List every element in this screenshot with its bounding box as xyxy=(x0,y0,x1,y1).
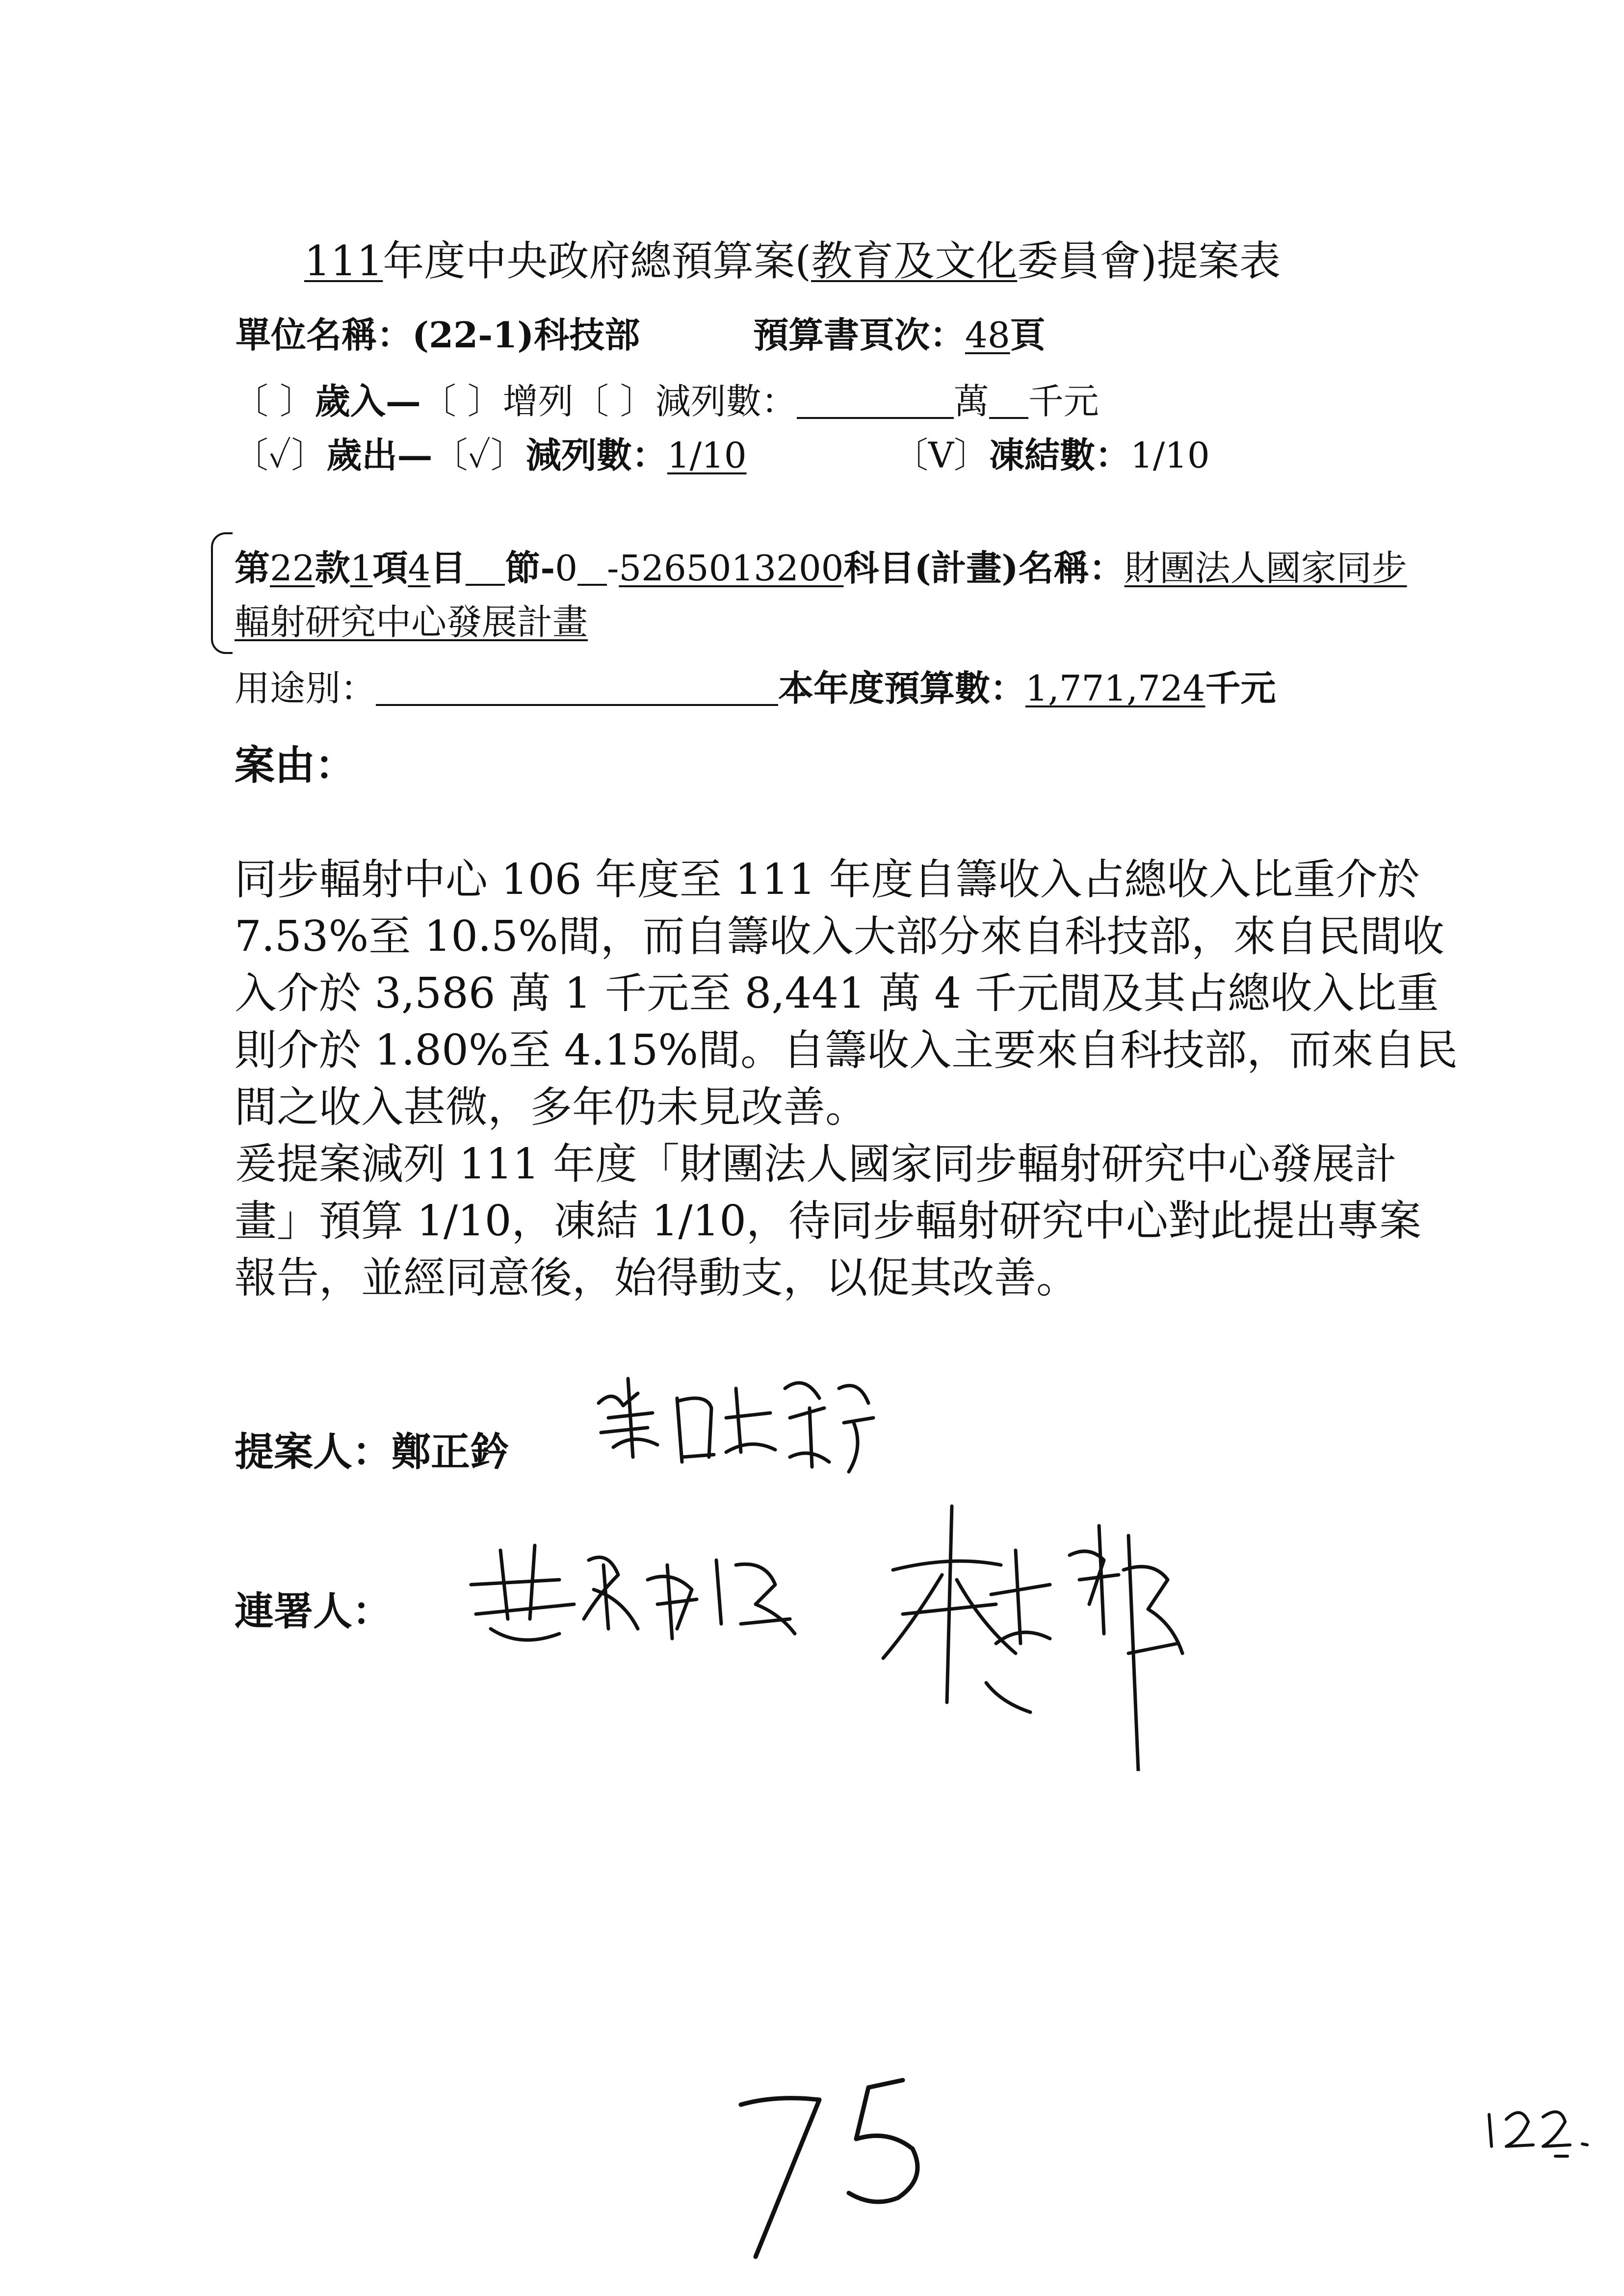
qianyuan-unit: 千元 xyxy=(1028,381,1099,422)
subject-jie-no-blank xyxy=(577,548,607,586)
subject-line-1 xyxy=(235,540,1407,591)
title-year: 111 xyxy=(304,237,383,285)
reason-line: 7.53%至 10.5%間，而自籌收入大部分來自科技部，來自民間收 xyxy=(235,912,1444,961)
wan-unit: 萬 xyxy=(953,381,989,422)
budget-page-suffix: 頁 xyxy=(1010,314,1046,356)
proposer-label: 提案人：鄭正鈐 xyxy=(235,1429,509,1475)
revenue-checkbox[interactable]: 〔 〕 xyxy=(233,381,315,422)
reason-line: 報告，並經同意後，始得動支，以促其改善。 xyxy=(235,1253,1078,1303)
qian-blank xyxy=(989,382,1028,419)
subject-code: 5265013200 xyxy=(619,548,844,589)
subject-jie-no: 0 xyxy=(555,548,578,589)
reason-line: 間之收入甚微，多年仍未見改善。 xyxy=(235,1083,867,1132)
subject-name-label: 科目(計畫)名稱： xyxy=(843,547,1125,589)
subject-name-line2: 輻射研究中心發展計畫 xyxy=(235,601,588,643)
increase-checkbox[interactable]: 〔 〕 xyxy=(420,381,503,422)
title-committee: 教育及文化 xyxy=(811,237,1018,285)
reason-line: 則介於 1.80%至 4.15%間。自籌收入主要來自科技部，而來自民 xyxy=(235,1026,1458,1075)
decrease-checkbox[interactable]: 〔 〕 xyxy=(573,381,655,422)
subject-jie-blank xyxy=(466,548,505,586)
budget-page-label: 預算書頁次： xyxy=(753,314,966,356)
subject-di: 第 xyxy=(235,547,270,589)
subject-mu-no: 4 xyxy=(408,548,431,589)
revenue-label: 歲入— xyxy=(314,380,421,422)
wan-blank xyxy=(797,382,954,419)
subject-line-2 xyxy=(235,594,588,645)
budget-unit: 千元 xyxy=(1205,667,1276,709)
reason-line: 爰提案減列 111 年度「財團法人國家同步輻射研究中心發展計 xyxy=(235,1140,1397,1189)
freeze-checkbox[interactable]: 〔V〕 xyxy=(893,435,989,476)
expense-checkbox[interactable]: 〔✓〕 xyxy=(233,435,327,476)
freeze-label: 凍結數： xyxy=(989,434,1131,476)
proposer-signature xyxy=(579,1359,883,1487)
reason-body xyxy=(235,851,1458,1306)
handwritten-page-number xyxy=(726,2061,937,2267)
unit-name: 單位名稱：(22-1)科技部 xyxy=(236,314,640,356)
freeze-value: 1/10 xyxy=(1130,435,1210,476)
subject-xiang: 項 xyxy=(372,547,408,589)
usage-label: 用途別： xyxy=(235,668,376,709)
budget-page-value: 48 xyxy=(965,314,1010,356)
budget-label: 本年度預算數： xyxy=(778,667,1026,709)
subject-dash: - xyxy=(607,548,619,589)
expense-line xyxy=(233,427,747,478)
expense-decrease-value: 1/10 xyxy=(667,435,747,476)
usage-blank xyxy=(376,669,778,706)
corner-number xyxy=(1482,2100,1599,2164)
reason-line: 畫」預算 1/10，凍結 1/10，待同步輻射研究中心對此提出專案 xyxy=(235,1197,1421,1246)
reason-line: 入介於 3,586 萬 1 千元至 8,441 萬 4 千元間及其占總收入比重 xyxy=(235,969,1439,1018)
subject-kuan: 款 xyxy=(314,547,350,589)
revenue-line xyxy=(233,373,1099,424)
subject-mu: 目 xyxy=(430,547,466,589)
cosigner-signature-1 xyxy=(461,1531,814,1658)
subject-kuan-no: 22 xyxy=(270,548,315,589)
title-pre: 年度中央政府總預算案( xyxy=(383,237,812,285)
budget-value: 1,771,724 xyxy=(1025,668,1205,709)
expense-label: 歲出— xyxy=(326,434,433,476)
title-post: 委員會)提案表 xyxy=(1017,237,1281,285)
cosigners-label: 連署人： xyxy=(235,1588,392,1634)
form-title xyxy=(304,228,1281,287)
subject-xiang-no: 1 xyxy=(350,548,373,589)
reason-label: 案由： xyxy=(235,742,356,789)
cosigner-signature-2 xyxy=(873,1496,1187,1771)
freeze-line xyxy=(893,427,1210,478)
decrease-label: 減列數： xyxy=(655,381,797,422)
budget-page xyxy=(753,307,1046,358)
reason-line: 同步輻射中心 106 年度至 111 年度自籌收入占總收入比重介於 xyxy=(235,855,1420,904)
subject-name-line1: 財團法人國家同步 xyxy=(1124,548,1407,589)
subject-bracket xyxy=(211,532,233,654)
subject-jie: 節- xyxy=(505,547,555,589)
usage-line xyxy=(235,660,1276,711)
increase-label: 增列 xyxy=(502,381,574,422)
expense-decrease-checkbox[interactable]: 〔✓〕 xyxy=(432,435,526,476)
expense-decrease-label: 減列數： xyxy=(525,434,667,476)
